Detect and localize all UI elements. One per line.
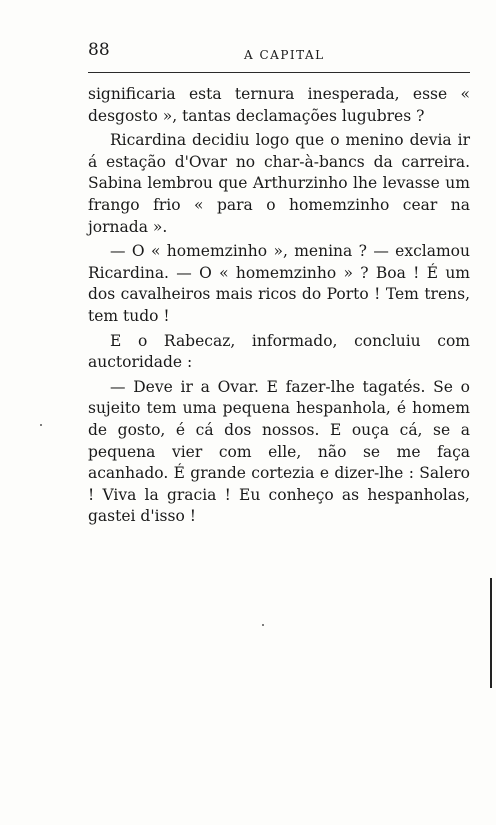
page-edge-shadow bbox=[490, 578, 492, 688]
header-rule bbox=[88, 72, 470, 73]
running-title: A CAPITAL bbox=[244, 48, 325, 62]
paper-speck bbox=[40, 424, 42, 426]
paragraph-2: Ricardina decidiu logo que o menino devia ir á estação d'Ovar no char-à-bancs da carreira. Sabina lembrou que Arthurzinho lhe levasse um frango frio « para o homemzinho cear na jornada ». bbox=[88, 131, 470, 236]
paragraph-5: — Deve ir a Ovar. E fazer-lhe tagatés. Se o sujeito tem uma pequena hespanhola, é homem de gosto, é cá dos nossos. E ouça cá, se a pequena vier com elle, não se me faça acanhado. É grande cortezia e dizer-lhe : Salero ! Viva la gracia ! Eu conheço as hespanholas, gastei d'isso ! bbox=[88, 377, 470, 526]
paper-speck bbox=[262, 624, 264, 626]
paragraph-3: — O « homemzinho », menina ? — exclamou Ricardina. — O « homemzinho » ? Boa ! É um dos cavalheiros mais ricos do Porto ! Tem trens, tem tudo ! bbox=[88, 242, 470, 325]
paragraph-4: E o Rabecaz, informado, concluiu com auctoridade : bbox=[88, 331, 470, 372]
paragraph-1: significaria esta ternura inesperada, esse « desgosto », tantas declamações lugubres ? bbox=[88, 85, 470, 125]
page-header bbox=[88, 38, 470, 74]
body-text bbox=[88, 84, 470, 531]
page-number: 88 bbox=[88, 40, 110, 60]
